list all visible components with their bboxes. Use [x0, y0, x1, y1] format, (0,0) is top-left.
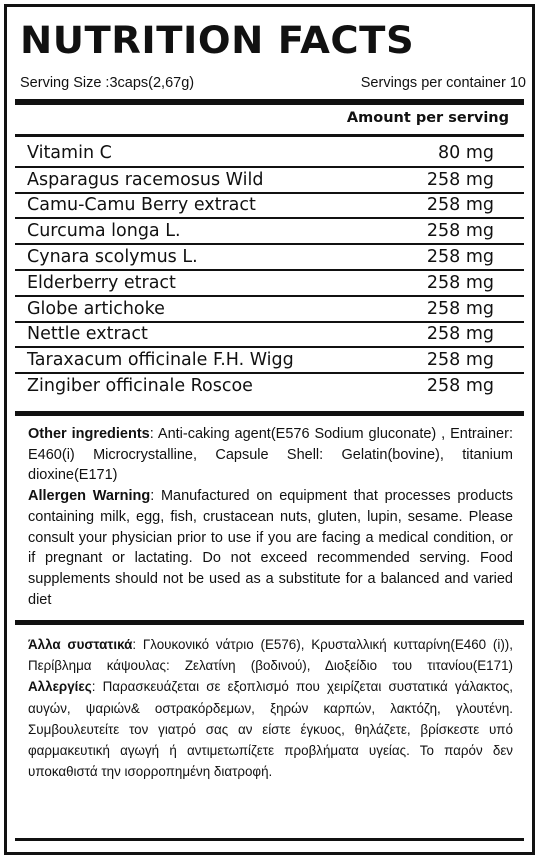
other-ingredients-text: : Anti-caking agent(E576 Sodium gluconate) , Entrainer: E460(i) Microcrystalline, Capsule Shell: Gelatin(bovine), titanium dioxine(E171): [28, 426, 513, 484]
allergen-warning-label: Allergen Warning: [28, 488, 151, 505]
nutrient-name: Zingiber officinale Roscoe: [27, 376, 253, 397]
amount-per-serving-header: Amount per serving: [346, 110, 509, 126]
divider-section: [15, 620, 524, 625]
page-title: NUTRITION FACTS: [20, 19, 415, 62]
divider-thick: [15, 99, 524, 105]
serving-info: [20, 75, 526, 91]
servings-per-container: Servings per container 10: [360, 75, 526, 91]
nutrient-name: Taraxacum officinale F.H. Wigg: [27, 350, 294, 371]
greek-ingredients-block: [28, 634, 513, 782]
nutrient-amount: 258 mg: [426, 324, 494, 345]
nutrient-name: Globe artichoke: [27, 298, 165, 319]
nutrient-name: Nettle extract: [27, 324, 148, 345]
divider-section: [15, 411, 524, 416]
nutrient-amount: 258 mg: [426, 376, 494, 397]
divider-header: [15, 134, 524, 137]
nutrient-amount: 258 mg: [426, 247, 494, 268]
nutrient-name: Elderberry etract: [27, 272, 176, 293]
nutrient-row: [15, 140, 524, 166]
serving-size: Serving Size :3caps(2,67g): [20, 75, 195, 91]
nutrient-row: [15, 243, 524, 269]
nutrient-name: Asparagus racemosus Wild: [27, 169, 264, 190]
nutrient-amount: 258 mg: [426, 272, 494, 293]
nutrient-amount: 258 mg: [426, 221, 494, 242]
nutrient-row: [15, 217, 524, 243]
nutrient-table: [15, 140, 524, 398]
greek-other-ingredients-text: : Γλουκονικό νάτριο (E576), Κρυσταλλική κυτταρίνη(E460 (i)), Περίβλημα κάψουλας: Ζελατίνη (βοδινού), Διοξείδιο του τιτανίου(E171): [28, 637, 513, 674]
nutrient-amount: 258 mg: [426, 169, 494, 190]
nutrient-row: [15, 192, 524, 218]
nutrient-amount: 80 mg: [438, 142, 494, 163]
nutrient-row: [15, 269, 524, 295]
greek-other-ingredients-label: Άλλα συστατικά: [28, 637, 133, 652]
nutrient-name: Vitamin C: [27, 142, 112, 163]
nutrient-name: Cynara scolymus L.: [27, 247, 198, 268]
other-ingredients-label: Other ingredients: [28, 426, 150, 442]
nutrient-row: [15, 321, 524, 347]
greek-allergens-label: Αλλεργίες: [28, 679, 92, 695]
divider-bottom: [15, 838, 524, 841]
nutrient-row: [15, 295, 524, 321]
nutrient-row: [15, 372, 524, 398]
nutrient-row: [15, 346, 524, 372]
greek-allergens-text: : Παρασκευάζεται σε εξοπλισμό που χειρίζεται συστατικά γάλακτος, αυγών, ψαριών& οστρακόρδεμων, ξηρών καρπών, λακτόζη, γλουτένη. Συμβουλευτείτε τον γιατρό σας αν είστε έγκυος, θηλάζετε, βρίσκεστε υπό φαρμακευτική αγωγή ή αντιμετωπίζετε προβλήματα υγείας. Το παρόν δεν υποκαθιστά την ισορροπημένη διατροφή.: [28, 679, 513, 780]
nutrient-amount: 258 mg: [426, 195, 494, 216]
nutrient-amount: 258 mg: [426, 298, 494, 319]
english-ingredients-block: [28, 424, 513, 610]
allergen-warning-text: : Manufactured on equipment that processes products containing milk, egg, fish, crustacean nuts, gluten, lupin, sesame. Please consult your physician prior to use if you are facing a medical condition, or if pregnant or lactating. Do not exceed recommended serving. Food supplements should not be used as a substitute for a balanced and varied diet: [28, 488, 513, 608]
nutrient-name: Curcuma longa L.: [27, 221, 181, 242]
nutrient-amount: 258 mg: [426, 350, 494, 371]
nutrient-name: Camu-Camu Berry extract: [27, 195, 256, 216]
nutrient-row: [15, 166, 524, 192]
